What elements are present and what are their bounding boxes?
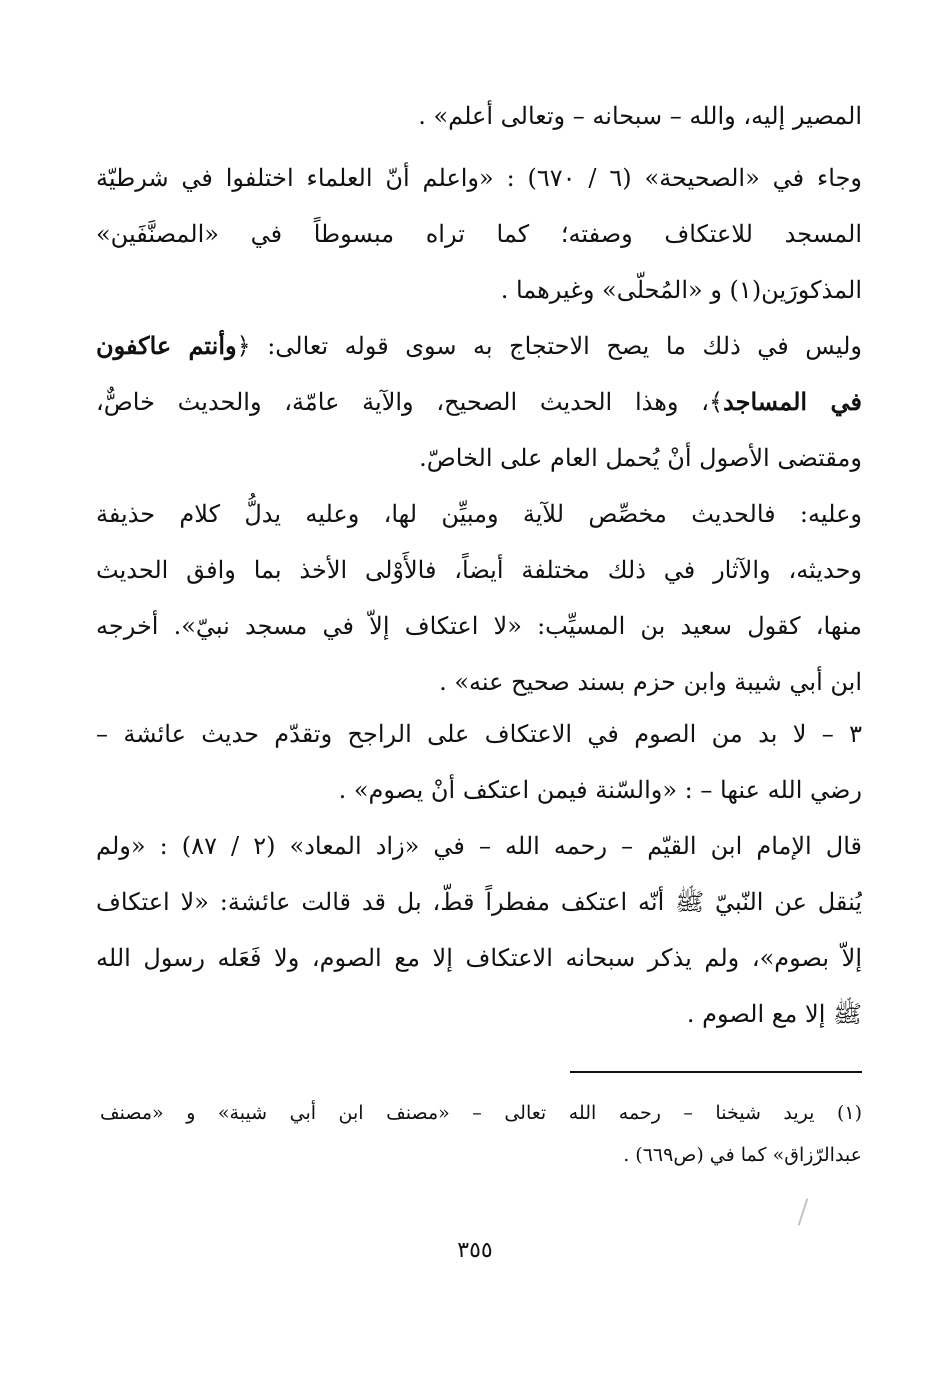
footnote bbox=[100, 1092, 862, 1176]
paragraph-1 bbox=[96, 88, 862, 144]
text-line: ابن أبي شيبة وابن حزم بسند صحيح عنه» . bbox=[439, 668, 862, 696]
text-line: إلاّ بصوم»، ولم يذكر سبحانه الاعتكاف إلا مع الصوم، ولا فَعَله رسول الله bbox=[96, 944, 862, 972]
footnote-divider bbox=[570, 1071, 862, 1073]
text-line: في المساجد﴾، وهذا الحديث الصحيح، والآية عامّة، والحديث خاصٌّ، bbox=[96, 387, 862, 416]
text-line: وليس في ذلك ما يصح الاحتجاج به سوى قوله تعالى: ﴿وأنتم عاكفون bbox=[96, 331, 862, 360]
verse-text: في المساجد bbox=[723, 387, 862, 416]
text-line: وجاء في «الصحيحة» (٦ / ٦٧٠) : «واعلم أنّ العلماء اختلفوا في شرطيّة bbox=[96, 164, 862, 192]
text-line: قال الإمام ابن القيّم – رحمه الله – في «زاد المعاد» (٢ / ٨٧) : «ولم bbox=[96, 832, 862, 860]
text-line: ومقتضى الأصول أنْ يُحمل العام على الخاصّ. bbox=[419, 444, 862, 472]
text-line: ٣ – لا بد من الصوم في الاعتكاف على الراجح وتقدّم حديث عائشة – bbox=[96, 720, 862, 748]
stray-pen-mark bbox=[798, 1198, 809, 1225]
footnote-line: عبدالرّزاق» كما في (ص٦٦٩) . bbox=[623, 1144, 862, 1166]
text-line: منها، كقول سعيد بن المسيِّب: «لا اعتكاف إلاّ في مسجد نبيّ». أخرجه bbox=[96, 612, 862, 640]
text-line: يُنقل عن النّبيّ ﷺ أنّه اعتكف مفطراً قطّ، بل قد قالت عائشة: «لا اعتكاف bbox=[96, 888, 862, 916]
paragraph-5 bbox=[96, 706, 862, 818]
footnote-line: (١) يريد شيخنا – رحمه الله تعالى – «مصنف ابن أبي شيبة» و «مصنف bbox=[100, 1102, 862, 1124]
paragraph-6 bbox=[96, 818, 862, 1042]
text-line: المذكورَين(١) و «المُحلّى» وغيرهما . bbox=[500, 276, 862, 304]
verse-text: وأنتم عاكفون bbox=[96, 331, 237, 360]
paragraph-3 bbox=[96, 318, 862, 486]
paragraph-2 bbox=[96, 150, 862, 318]
text-line: رضي الله عنها – : «والسّنة فيمن اعتكف أنْ يصوم» . bbox=[338, 776, 862, 804]
text-line: المصير إليه، والله – سبحانه – وتعالى أعلم» . bbox=[418, 102, 862, 130]
text-line: وحديثه، والآثار في ذلك مختلفة أيضاً، فالأَوْلى الأخذ بما وافق الحديث bbox=[96, 556, 862, 584]
text-line: وعليه: فالحديث مخصِّص للآية ومبيِّن لها، وعليه يدلُّ كلام حذيفة bbox=[96, 500, 862, 528]
text-line: المسجد للاعتكاف وصفته؛ كما تراه مبسوطاً في «المصنَّفَين» bbox=[96, 220, 862, 248]
text-line: ﷺ إلا مع الصوم . bbox=[686, 1000, 862, 1028]
paragraph-4 bbox=[96, 486, 862, 710]
page-number: ٣٥٥ bbox=[457, 1238, 493, 1263]
